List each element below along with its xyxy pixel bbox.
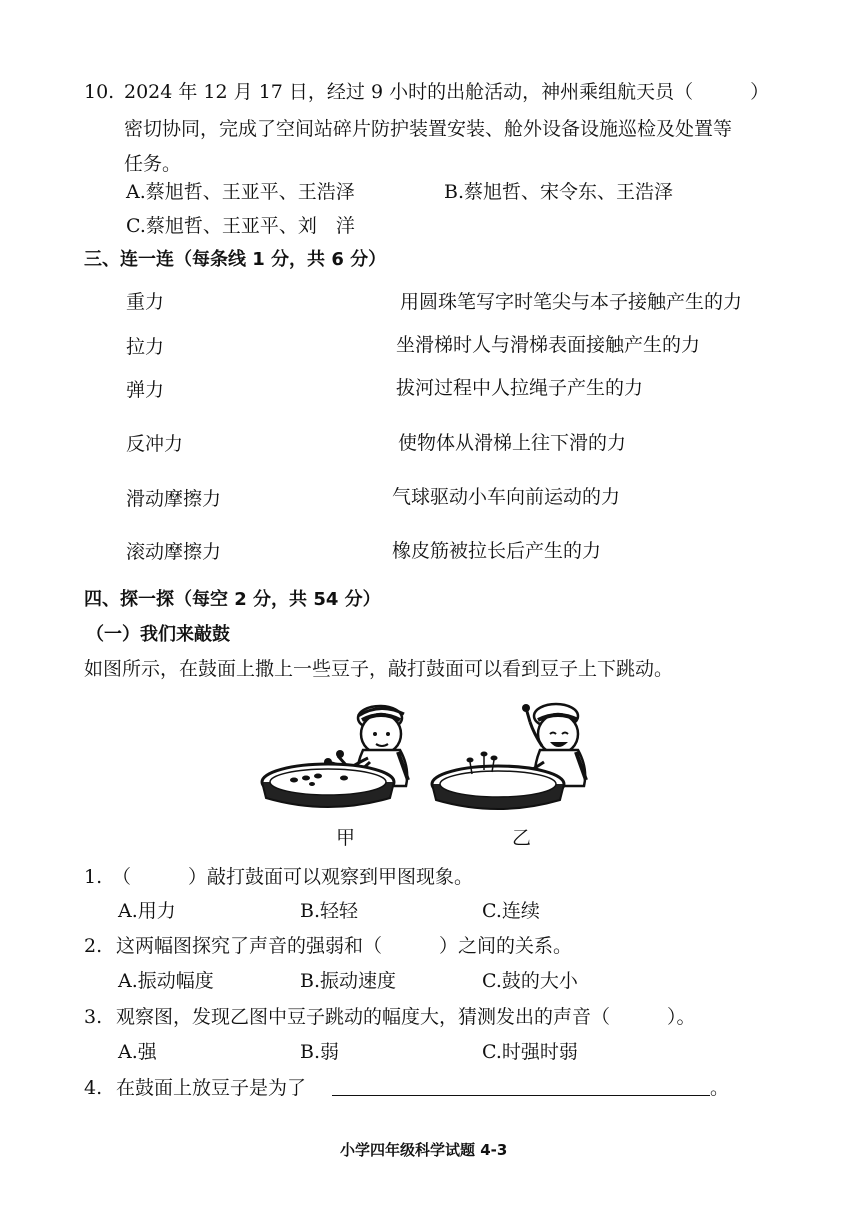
- q3-option-a[interactable]: A.强: [118, 1041, 157, 1063]
- subsection-heading: （一）我们来敲鼓: [86, 624, 230, 645]
- q1-number: 1.: [84, 866, 103, 888]
- figure-label-b: 乙: [512, 827, 532, 849]
- q10-number: 10.: [84, 81, 115, 103]
- q3-option-c[interactable]: C.时强时弱: [482, 1041, 578, 1063]
- q3-option-b[interactable]: B.弱: [300, 1041, 340, 1063]
- q2-option-c[interactable]: C.鼓的大小: [482, 970, 578, 992]
- q10-text-line1: 2024 年 12 月 17 日，经过 9 小时的出舱活动，神州乘组航天员（ ）: [124, 81, 770, 103]
- q4-end-mark: 。: [710, 1077, 730, 1099]
- q10-option-b[interactable]: B.蔡旭哲、宋令东、王浩泽: [444, 181, 674, 203]
- match-right-item[interactable]: 用圆珠笔写字时笔尖与本子接触产生的力: [400, 291, 743, 313]
- match-left-item[interactable]: 滑动摩擦力: [126, 488, 222, 510]
- drum-illustration-b: [426, 690, 598, 814]
- page-footer: 小学四年级科学试题 4-3: [340, 1141, 508, 1159]
- q1-option-b[interactable]: B.轻轻: [300, 900, 359, 922]
- q4-text: 在鼓面上放豆子是为了: [116, 1077, 307, 1099]
- q2-option-a[interactable]: A.振动幅度: [118, 970, 214, 992]
- match-right-item[interactable]: 橡皮筋被拉长后产生的力: [392, 540, 602, 562]
- q3-number: 3.: [84, 1006, 103, 1028]
- figure-label-a: 甲: [336, 827, 356, 849]
- q10-text-line3: 任务。: [124, 153, 182, 175]
- q3-text: 观察图，发现乙图中豆子跳动的幅度大，猜测发出的声音（ ）。: [116, 1006, 696, 1028]
- match-left-item[interactable]: 滚动摩擦力: [126, 541, 222, 563]
- q1-text: （ ）敲打鼓面可以观察到甲图现象。: [112, 866, 474, 888]
- q10-text-line2: 密切协同，完成了空间站碎片防护装置安装、舱外设备设施巡检及处置等: [124, 118, 733, 140]
- drum-illustration-a: [258, 690, 428, 814]
- q10-option-a[interactable]: A.蔡旭哲、王亚平、王浩泽: [126, 181, 355, 203]
- match-left-item[interactable]: 弹力: [126, 379, 165, 401]
- q1-option-c[interactable]: C.连续: [482, 900, 540, 922]
- q4-answer-blank[interactable]: [332, 1094, 710, 1096]
- q4-number: 4.: [84, 1077, 103, 1099]
- match-left-item[interactable]: 反冲力: [126, 433, 184, 455]
- q2-number: 2.: [84, 935, 103, 957]
- q1-option-a[interactable]: A.用力: [118, 900, 176, 922]
- match-left-item[interactable]: 拉力: [126, 336, 165, 358]
- section3-heading: 三、连一连（每条线 1 分，共 6 分）: [84, 249, 387, 270]
- match-right-item[interactable]: 使物体从滑梯上往下滑的力: [398, 432, 627, 454]
- match-right-item[interactable]: 气球驱动小车向前运动的力: [392, 486, 621, 508]
- intro-text: 如图所示，在鼓面上撒上一些豆子，敲打鼓面可以看到豆子上下跳动。: [84, 658, 674, 680]
- q10-option-c[interactable]: C.蔡旭哲、王亚平、刘 洋: [126, 215, 355, 237]
- match-left-item[interactable]: 重力: [126, 291, 165, 313]
- q2-text: 这两幅图探究了声音的强弱和（ ）之间的关系。: [116, 935, 573, 957]
- q2-option-b[interactable]: B.振动速度: [300, 970, 397, 992]
- match-right-item[interactable]: 坐滑梯时人与滑梯表面接触产生的力: [396, 334, 701, 356]
- match-right-item[interactable]: 拔河过程中人拉绳子产生的力: [396, 377, 644, 399]
- section4-heading: 四、探一探（每空 2 分，共 54 分）: [84, 589, 381, 610]
